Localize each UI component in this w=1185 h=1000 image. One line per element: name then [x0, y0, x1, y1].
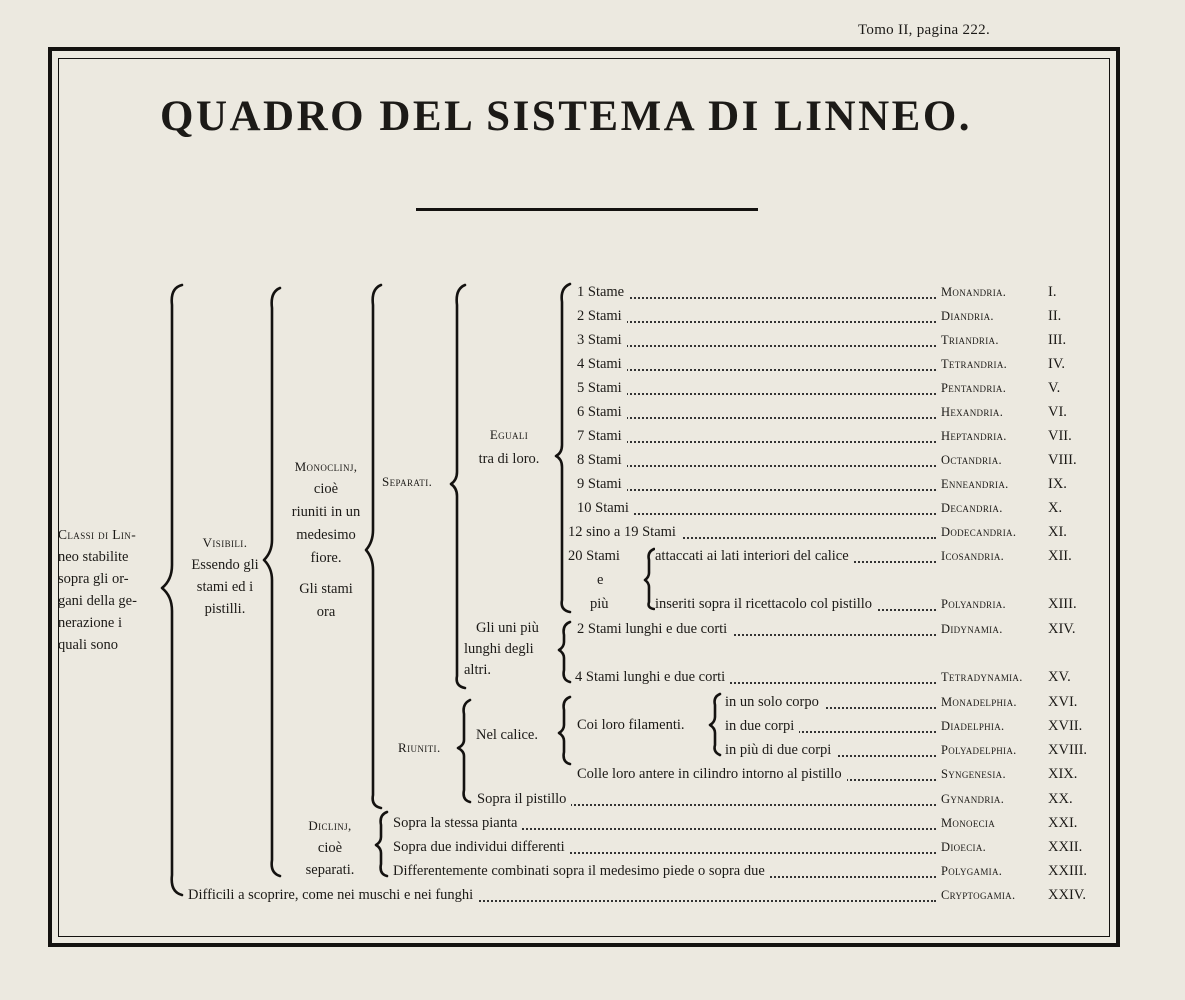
class-name: Hexandria.	[941, 405, 1004, 419]
row-label: 7 Stami	[577, 428, 627, 445]
class-name: Tetrandria.	[941, 357, 1008, 371]
class-row	[0, 356, 1185, 376]
row-label: 6 Stami	[577, 404, 627, 421]
class-name: Dodecandria.	[941, 525, 1017, 539]
row-label: Difficili a scoprire, come nei muschi e nei funghi	[188, 887, 478, 904]
class-name: Heptandria.	[941, 429, 1007, 443]
class-numeral: VII.	[1048, 428, 1072, 444]
leader-dots	[577, 407, 936, 419]
leader-dots	[577, 311, 936, 323]
row-label: 4 Stami	[577, 356, 627, 373]
root-line: gani della ge-	[58, 593, 137, 609]
leader-dots	[577, 479, 936, 491]
class-name: Dioecia.	[941, 840, 987, 854]
row-detail: inseriti sopra il ricettacolo col pistillo	[655, 596, 877, 613]
class-numeral: XII.	[1048, 548, 1072, 564]
eguali-label: Eguali	[489, 427, 529, 442]
row-label: 20 Stami	[568, 548, 625, 565]
class-name: Octandria.	[941, 453, 1002, 467]
leader-dots	[577, 455, 936, 467]
class-name: Polygamia.	[941, 864, 1003, 878]
leader-dots	[577, 287, 936, 299]
visibili-label: Visibili.	[202, 535, 248, 550]
class-numeral: XV.	[1048, 669, 1071, 685]
class-numeral: XIX.	[1048, 766, 1078, 782]
visibili-desc-line: pistilli.	[204, 601, 246, 617]
monoclini-desc-line: fiore.	[310, 550, 342, 566]
riuniti-label: Riuniti.	[398, 740, 441, 755]
leader-dots	[577, 359, 936, 371]
unipiu-line: Gli uni più	[476, 620, 539, 636]
class-row	[0, 380, 1185, 400]
icosandria-e: e	[597, 572, 604, 588]
class-row	[0, 500, 1185, 520]
class-row	[0, 308, 1185, 328]
row-label: 10 Stami	[577, 500, 634, 517]
class-row	[0, 476, 1185, 496]
row-label: 3 Stami	[577, 332, 627, 349]
class-row	[0, 669, 1185, 689]
row-label: 2 Stami lunghi e due corti	[577, 621, 732, 638]
row-label: Sopra due individui differenti	[393, 839, 570, 856]
monoclini-label: Monoclinj,	[294, 459, 358, 474]
class-numeral: XXIV.	[1048, 887, 1086, 903]
class-numeral: XX.	[1048, 791, 1073, 807]
row-label: Sopra il pistillo	[477, 791, 571, 808]
class-row	[0, 452, 1185, 472]
class-name: Didynamia.	[941, 622, 1003, 636]
class-name: Decandria.	[941, 501, 1003, 515]
row-label: 5 Stami	[577, 380, 627, 397]
class-row	[0, 863, 1185, 883]
class-numeral: XIII.	[1048, 596, 1077, 612]
class-row	[0, 284, 1185, 304]
class-numeral: XXIII.	[1048, 863, 1088, 879]
monoclini-desc-line: riuniti in un	[291, 504, 361, 520]
class-row	[0, 404, 1185, 424]
class-row	[0, 742, 1185, 762]
root-line: sopra gli or-	[58, 571, 129, 587]
class-numeral: XI.	[1048, 524, 1067, 540]
class-name: Icosandria.	[941, 549, 1005, 563]
row-label: 9 Stami	[577, 476, 627, 493]
class-numeral: XXI.	[1048, 815, 1078, 831]
row-label: Sopra la stessa pianta	[393, 815, 522, 832]
class-numeral: XVII.	[1048, 718, 1083, 734]
row-label: 12 sino a 19 Stami	[568, 524, 681, 541]
eguali-desc: tra di loro.	[478, 451, 540, 467]
row-label: 8 Stami	[577, 452, 627, 469]
row-label: Differentemente combinati sopra il medesimo piede o sopra due	[393, 863, 770, 880]
class-numeral: IX.	[1048, 476, 1067, 492]
class-name: Monadelphia.	[941, 695, 1017, 709]
root-line: nerazione i	[58, 615, 123, 631]
class-row	[0, 839, 1185, 859]
unipiu-line: altri.	[464, 662, 491, 678]
class-row	[0, 718, 1185, 738]
monoclini-stami-line: ora	[316, 604, 336, 620]
coi-filamenti-label: Coi loro filamenti.	[577, 717, 685, 733]
class-numeral: I.	[1048, 284, 1057, 300]
leader-dots	[577, 335, 936, 347]
monoclini-desc-line: medesimo	[296, 527, 356, 543]
class-numeral: XVIII.	[1048, 742, 1088, 758]
class-numeral: III.	[1048, 332, 1067, 348]
page-title: QUADRO DEL SISTEMA DI LINNEO.	[160, 93, 973, 140]
class-row	[0, 791, 1185, 811]
class-row	[0, 621, 1185, 641]
class-name: Syngenesia.	[941, 767, 1006, 781]
class-name: Diandria.	[941, 309, 994, 323]
class-row	[0, 524, 1185, 544]
leader-dots	[577, 431, 936, 443]
class-numeral: XXII.	[1048, 839, 1083, 855]
class-row	[0, 548, 1185, 568]
class-row	[0, 428, 1185, 448]
class-name: Monoecia	[941, 816, 996, 830]
visibili-desc-line: Essendo gli	[191, 557, 259, 573]
leader-dots	[577, 383, 936, 395]
class-numeral: XIV.	[1048, 621, 1076, 637]
class-numeral: VIII.	[1048, 452, 1077, 468]
row-label: 4 Stami lunghi e due corti	[575, 669, 730, 686]
class-numeral: XVI.	[1048, 694, 1078, 710]
class-row	[0, 596, 1185, 616]
class-name: Monandria.	[941, 285, 1007, 299]
page-reference: Tomo II, pagina 222.	[858, 22, 991, 38]
class-name: Gynandria.	[941, 792, 1005, 806]
root-line: neo stabilite	[58, 549, 129, 565]
row-label: in più di due corpi	[725, 742, 836, 759]
class-name: Tetradynamia.	[941, 670, 1023, 684]
class-row	[0, 694, 1185, 714]
unipiu-line: lunghi degli	[464, 641, 534, 657]
row-label: 2 Stami	[577, 308, 627, 325]
class-numeral: V.	[1048, 380, 1061, 396]
root-line: Classi di Lin-	[58, 527, 137, 542]
class-row	[0, 766, 1185, 786]
class-row	[0, 332, 1185, 352]
diclini-desc-line: separati.	[305, 862, 355, 878]
class-numeral: X.	[1048, 500, 1063, 516]
class-row	[0, 815, 1185, 835]
row-label: in un solo corpo	[725, 694, 824, 711]
row-label: Colle loro antere in cilindro intorno al pistillo	[577, 766, 847, 783]
root-line: quali sono	[58, 637, 119, 653]
diclini-label: Diclinj,	[308, 818, 352, 833]
diclini-desc-line: cioè	[317, 840, 343, 856]
row-label: 1 Stame	[577, 284, 629, 301]
class-name: Pentandria.	[941, 381, 1007, 395]
class-name: Triandria.	[941, 333, 999, 347]
row-detail: attaccati ai lati interiori del calice	[655, 548, 854, 565]
monoclini-stami-line: Gli stami	[299, 581, 353, 597]
nel-calice-label: Nel calice.	[476, 727, 538, 743]
class-name: Polyandria.	[941, 597, 1006, 611]
class-name: Cryptogamia.	[941, 888, 1016, 902]
row-label: in due corpi	[725, 718, 799, 735]
class-name: Diadelphia.	[941, 719, 1005, 733]
row-label: più	[590, 596, 614, 613]
monoclini-desc-line: cioè	[313, 481, 339, 497]
separati-label: Separati.	[382, 474, 433, 489]
class-name: Polyadelphia.	[941, 743, 1017, 757]
class-numeral: IV.	[1048, 356, 1066, 372]
class-name: Enneandria.	[941, 477, 1009, 491]
class-numeral: II.	[1048, 308, 1062, 324]
class-numeral: VI.	[1048, 404, 1067, 420]
class-row	[0, 887, 1185, 907]
visibili-desc-line: stami ed i	[196, 579, 254, 595]
